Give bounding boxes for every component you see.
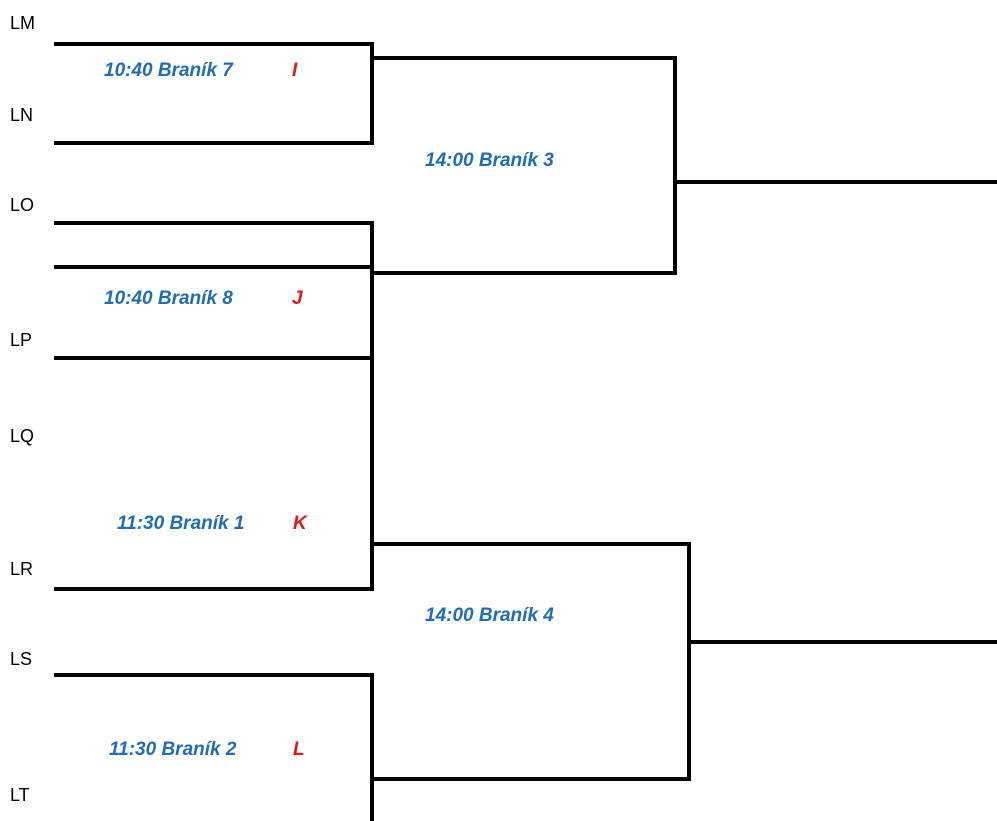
round1-match-1-label: 10:40 Braník 7 bbox=[104, 60, 233, 81]
round1-match-3-code: K bbox=[293, 513, 307, 534]
round1-match-4-label: 11:30 Braník 2 bbox=[109, 739, 237, 760]
bracket-connector-m3 bbox=[56, 267, 372, 589]
team-label-lo: LO bbox=[10, 195, 35, 215]
round2-match-2-label: 14:00 Braník 4 bbox=[425, 605, 554, 626]
round1-match-2-label: 10:40 Braník 8 bbox=[104, 288, 233, 309]
team-label-lm: LM bbox=[10, 13, 36, 33]
team-label-lt: LT bbox=[10, 785, 30, 805]
team-label-ls: LS bbox=[10, 649, 33, 669]
team-label-lq: LQ bbox=[10, 426, 35, 446]
team-label-lr: LR bbox=[10, 559, 34, 579]
bracket-connector-r2b bbox=[372, 544, 689, 779]
bracket-connector-m1 bbox=[56, 44, 372, 143]
team-label-ln: LN bbox=[10, 105, 34, 125]
round1-match-2-code: J bbox=[292, 288, 303, 309]
round1-match-1-code: I bbox=[292, 60, 298, 81]
round1-match-3-label: 11:30 Braník 1 bbox=[117, 513, 245, 534]
round1-match-4-code: L bbox=[293, 739, 305, 760]
round2-match-1-label: 14:00 Braník 3 bbox=[425, 150, 554, 171]
team-label-lp: LP bbox=[10, 330, 33, 350]
